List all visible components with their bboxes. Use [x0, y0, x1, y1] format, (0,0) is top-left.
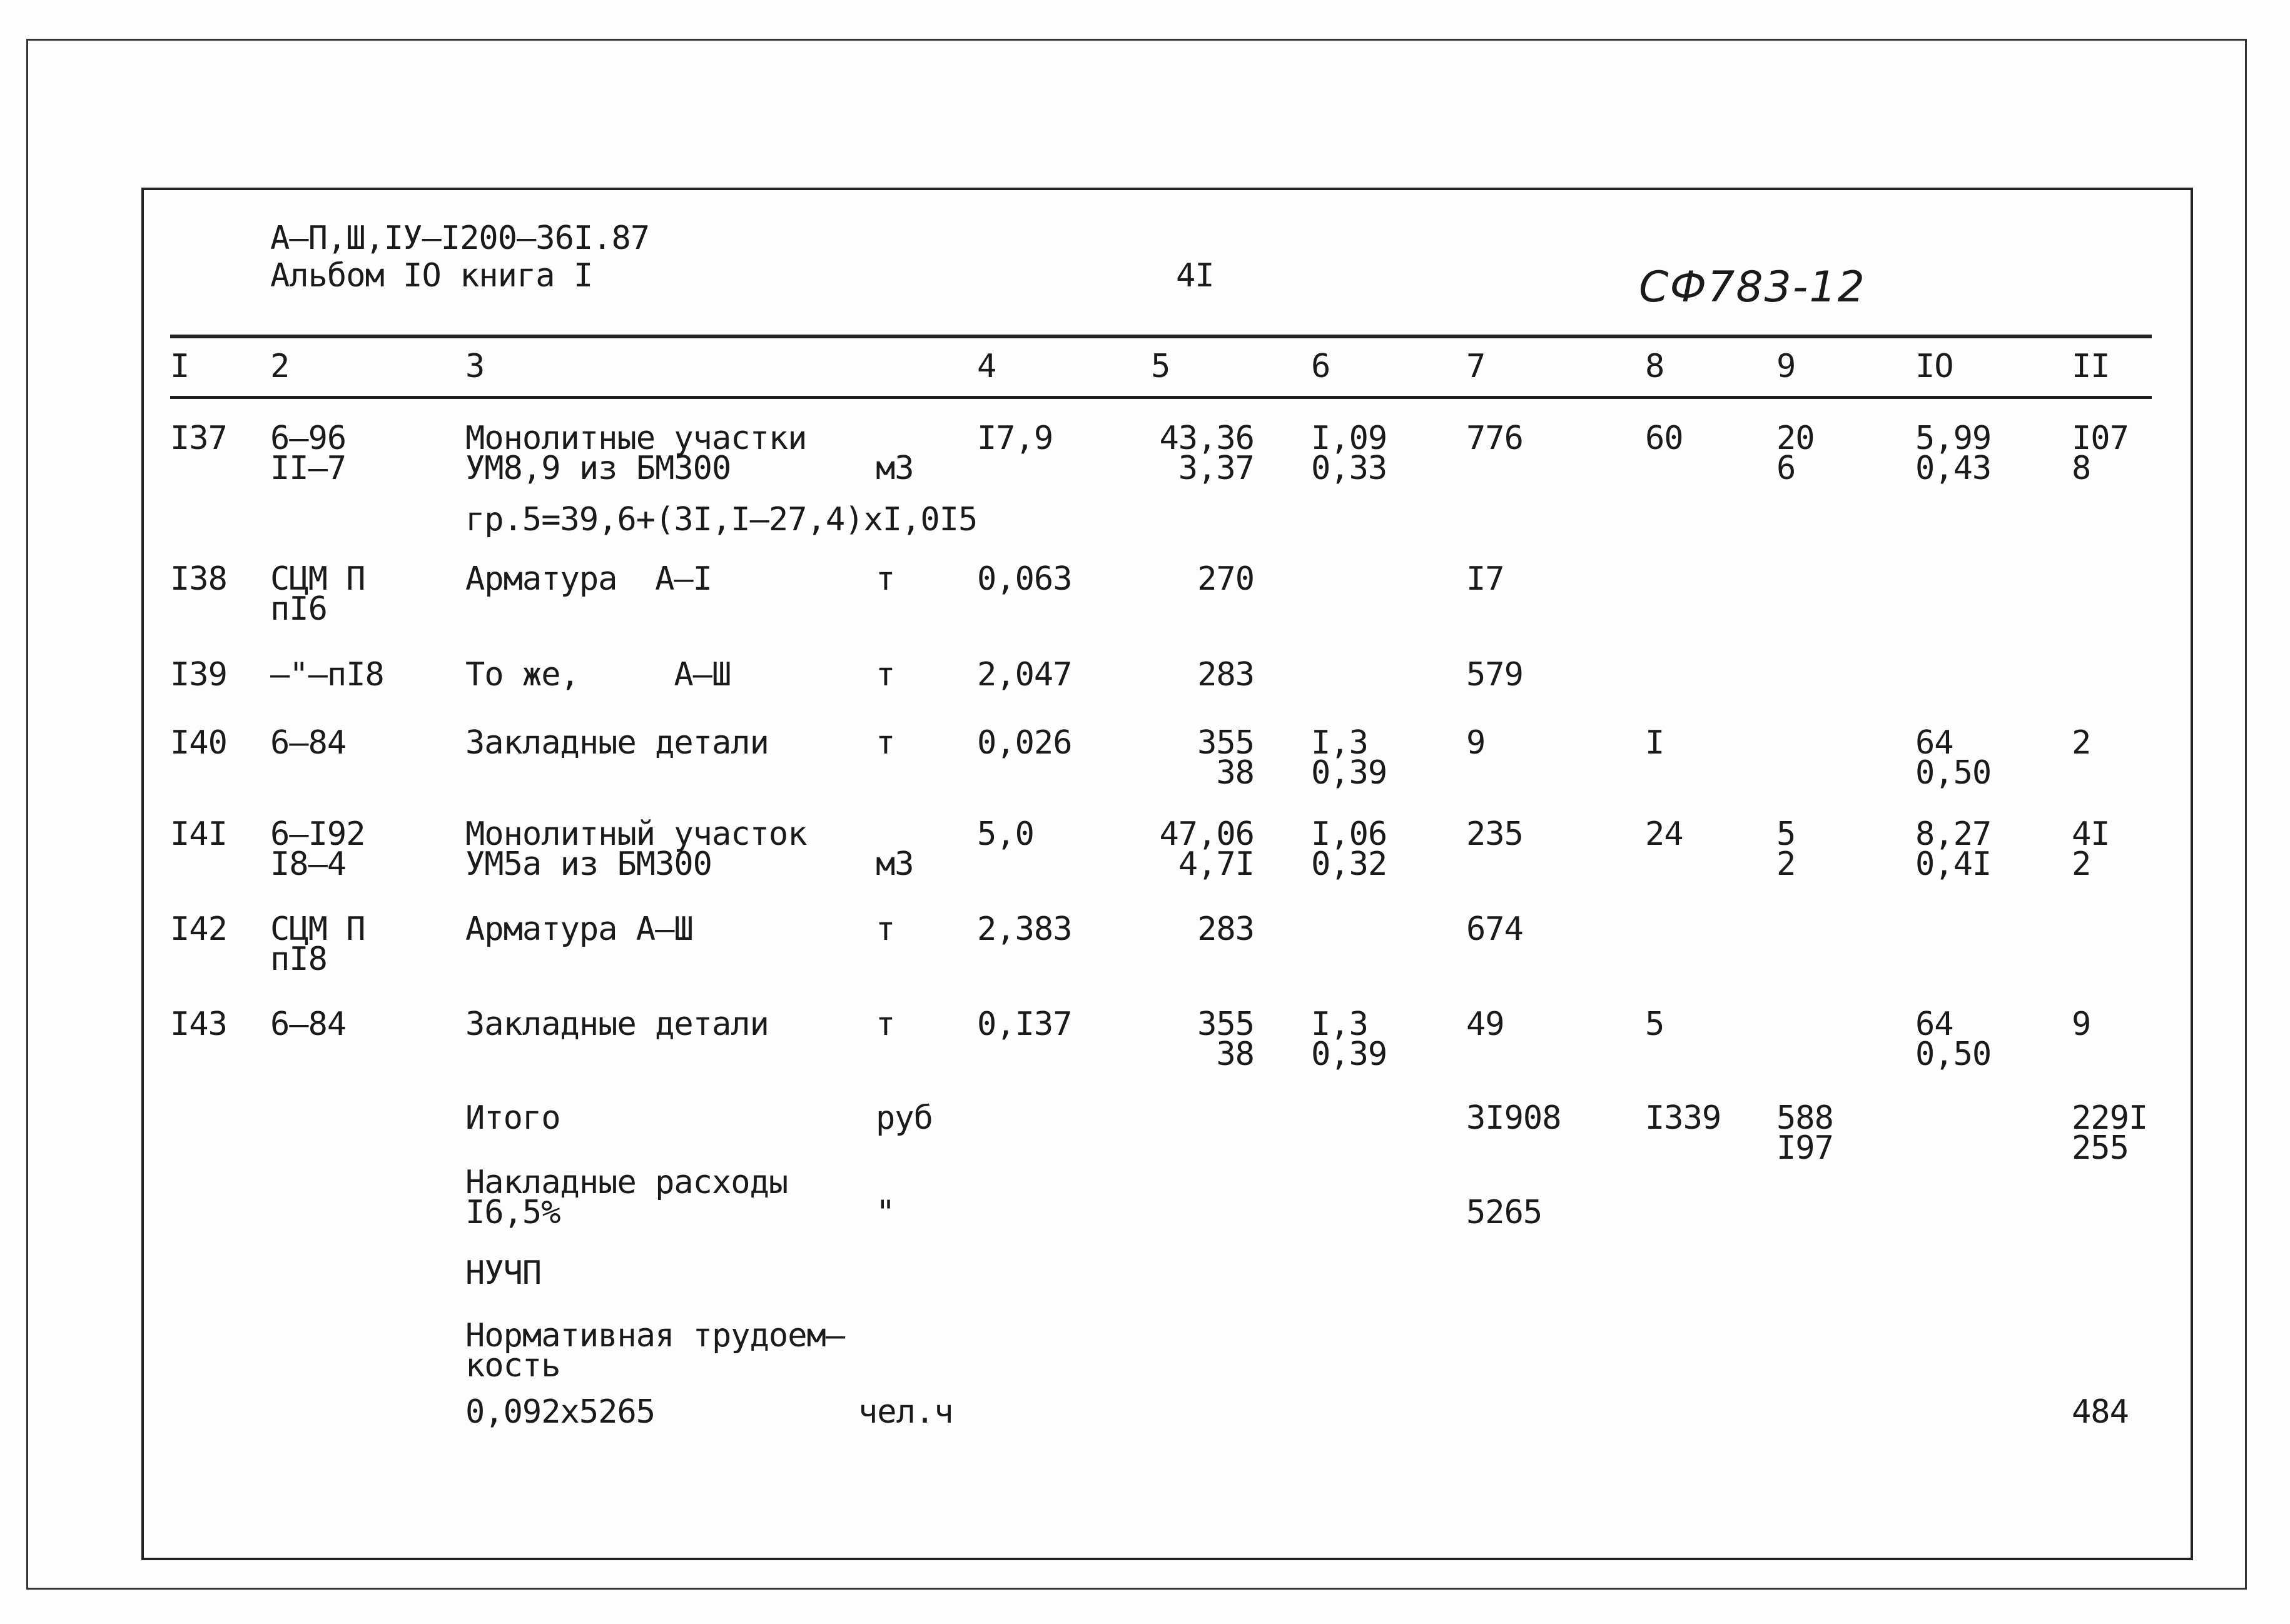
- album-label: Альбом IO книга I: [270, 257, 593, 295]
- column-header-3: 3: [465, 348, 485, 385]
- row-unit: т: [876, 560, 895, 598]
- column-header-1: I: [170, 348, 190, 385]
- row-number: I38: [170, 560, 227, 598]
- row-code-line-1: 6–84: [270, 1006, 347, 1043]
- row-price-line-1: 355: [1197, 1006, 1254, 1043]
- row-col7: 49: [1466, 1006, 1504, 1043]
- row-col8: 24: [1645, 815, 1683, 853]
- row-col6-line-1: I,3: [1311, 724, 1368, 762]
- row-number: I42: [170, 910, 227, 948]
- column-header-10: IO: [1915, 348, 1953, 385]
- itogo-unit: руб: [876, 1099, 933, 1137]
- row-col9-line-2: 2: [1776, 845, 1796, 883]
- row-col10-line-2: 0,50: [1915, 1036, 1992, 1073]
- labor-unit: чел.ч: [858, 1393, 953, 1431]
- row-col6-line-2: 0,32: [1311, 845, 1387, 883]
- row-col11-line-2: 2: [2072, 845, 2091, 883]
- column-header-8: 8: [1645, 348, 1664, 385]
- header-rule-bottom: [170, 396, 2152, 399]
- row-quantity: 0,063: [977, 560, 1072, 598]
- row-col10-line-1: 64: [1915, 724, 1953, 762]
- row-col7: 235: [1466, 815, 1523, 853]
- row-number: I43: [170, 1006, 227, 1043]
- row-unit: т: [876, 724, 895, 762]
- row-col6-line-2: 0,39: [1311, 1036, 1387, 1073]
- row-col6-line-1: I,3: [1311, 1006, 1368, 1043]
- row-col7: 579: [1466, 656, 1523, 693]
- header-rule-top: [170, 335, 2152, 338]
- row-col10-line-1: 5,99: [1915, 420, 1992, 457]
- row-code-line-1: 6–84: [270, 724, 347, 762]
- row-name-line-1: Арматура А–I: [465, 560, 712, 598]
- itogo-col9-line-1: 588: [1776, 1099, 1833, 1137]
- labor-label-line-1: Нормативная трудоем–: [465, 1317, 845, 1354]
- row-number: I39: [170, 656, 227, 693]
- column-header-4: 4: [977, 348, 996, 385]
- row-col10-line-1: 64: [1915, 1006, 1953, 1043]
- itogo-col8: I339: [1645, 1099, 1721, 1137]
- row-name-line-1: Арматура А–Ш: [465, 910, 693, 948]
- row-unit: т: [876, 910, 895, 948]
- row-quantity: 0,026: [977, 724, 1072, 762]
- row-code-line-1: 6–I92: [270, 815, 365, 853]
- labor-label-line-2: кость: [465, 1347, 560, 1384]
- overhead-col7: 5265: [1466, 1194, 1543, 1231]
- itogo-label: Итого: [465, 1099, 560, 1137]
- row-quantity: 5,0: [977, 815, 1034, 853]
- row-code-line-1: 6–96: [270, 420, 347, 457]
- column-header-11: II: [2072, 348, 2110, 385]
- row-name-line-1: Монолитный участок: [465, 815, 807, 853]
- row-col10-line-1: 8,27: [1915, 815, 1992, 853]
- labor-col11: 484: [2072, 1393, 2129, 1431]
- row-name-line-2: УМ8,9 из БМ300: [465, 450, 731, 487]
- row-col6-line-1: I,09: [1311, 420, 1387, 457]
- row-price-line-2: 38: [1216, 754, 1254, 792]
- overhead-unit: ": [876, 1194, 895, 1231]
- column-header-9: 9: [1776, 348, 1796, 385]
- column-header-6: 6: [1311, 348, 1330, 385]
- row-number: I40: [170, 724, 227, 762]
- row-col6-line-1: I,06: [1311, 815, 1387, 853]
- row-price-line-1: 355: [1197, 724, 1254, 762]
- row-code-line-2: пI6: [270, 590, 327, 628]
- row-col11-line-1: 9: [2072, 1006, 2091, 1043]
- row-col9-line-1: 20: [1776, 420, 1815, 457]
- row-name-line-1: Закладные детали: [465, 1006, 769, 1043]
- row-quantity: I7,9: [977, 420, 1053, 457]
- row-price-line-1: 283: [1197, 910, 1254, 948]
- row-col7: I7: [1466, 560, 1504, 598]
- row-code-line-2: I8–4: [270, 845, 347, 883]
- row-col11-line-2: 8: [2072, 450, 2091, 487]
- row-price-line-2: 38: [1216, 1036, 1254, 1073]
- row-name-line-1: Монолитные участки: [465, 420, 807, 457]
- row-price-line-2: 3,37: [1178, 450, 1254, 487]
- overhead-label-line-2: I6,5%: [465, 1194, 560, 1231]
- row-col8: 5: [1645, 1006, 1664, 1043]
- row-number: I37: [170, 420, 227, 457]
- row-col6-line-2: 0,39: [1311, 754, 1387, 792]
- row-code-line-2: II–7: [270, 450, 347, 487]
- row-unit: м3: [876, 450, 914, 487]
- row-unit: м3: [876, 845, 914, 883]
- row-quantity: 2,047: [977, 656, 1072, 693]
- row-code-line-1: СЦМ П: [270, 910, 365, 948]
- itogo-col11-line-1: 229I: [2072, 1099, 2148, 1137]
- row-name-line-2: УМ5а из БМ300: [465, 845, 712, 883]
- row-name-line-1: То же, А–Ш: [465, 656, 731, 693]
- column-header-5: 5: [1151, 348, 1170, 385]
- itogo-col11-line-2: 255: [2072, 1129, 2129, 1167]
- labor-formula: 0,092х5265: [465, 1393, 656, 1431]
- row-code-line-1: СЦМ П: [270, 560, 365, 598]
- row-col7: 776: [1466, 420, 1523, 457]
- row-col8: I: [1645, 724, 1664, 762]
- row-col11-line-1: I07: [2072, 420, 2129, 457]
- row-formula-note: гр.5=39,6+(3I,I–27,4)хI,0I5: [465, 501, 978, 538]
- column-header-7: 7: [1466, 348, 1486, 385]
- row-code-line-1: –"–пI8: [270, 656, 384, 693]
- page-frame: [141, 188, 2193, 1560]
- row-col10-line-2: 0,50: [1915, 754, 1992, 792]
- row-code-line-2: пI8: [270, 941, 327, 978]
- row-price-line-1: 283: [1197, 656, 1254, 693]
- itogo-col7: 3I908: [1466, 1099, 1561, 1137]
- row-price-line-1: 43,36: [1159, 420, 1254, 457]
- row-col6-line-2: 0,33: [1311, 450, 1387, 487]
- row-quantity: 0,I37: [977, 1006, 1072, 1043]
- row-col9-line-1: 5: [1776, 815, 1796, 853]
- row-col7: 9: [1466, 724, 1486, 762]
- row-col11-line-1: 2: [2072, 724, 2091, 762]
- column-header-2: 2: [270, 348, 290, 385]
- row-price-line-1: 47,06: [1159, 815, 1254, 853]
- row-number: I4I: [170, 815, 227, 853]
- row-col10-line-2: 0,43: [1915, 450, 1992, 487]
- row-unit: т: [876, 1006, 895, 1043]
- row-col10-line-2: 0,4I: [1915, 845, 1992, 883]
- row-col7: 674: [1466, 910, 1523, 948]
- nuchp-label: НУЧП: [465, 1254, 542, 1292]
- row-price-line-2: 4,7I: [1178, 845, 1254, 883]
- row-name-line-1: Закладные детали: [465, 724, 769, 762]
- row-unit: т: [876, 656, 895, 693]
- handwritten-code: СФ783-12: [1639, 263, 1866, 312]
- doc-reference: А–П,Ш,IУ–I200–36I.87: [270, 219, 650, 257]
- row-price-line-1: 270: [1197, 560, 1254, 598]
- row-col9-line-2: 6: [1776, 450, 1796, 487]
- itogo-col9-line-2: I97: [1776, 1129, 1833, 1167]
- page-number: 4I: [1176, 257, 1214, 295]
- row-col11-line-1: 4I: [2072, 815, 2110, 853]
- overhead-label-line-1: Накладные расходы: [465, 1164, 788, 1201]
- row-col8: 60: [1645, 420, 1683, 457]
- row-quantity: 2,383: [977, 910, 1072, 948]
